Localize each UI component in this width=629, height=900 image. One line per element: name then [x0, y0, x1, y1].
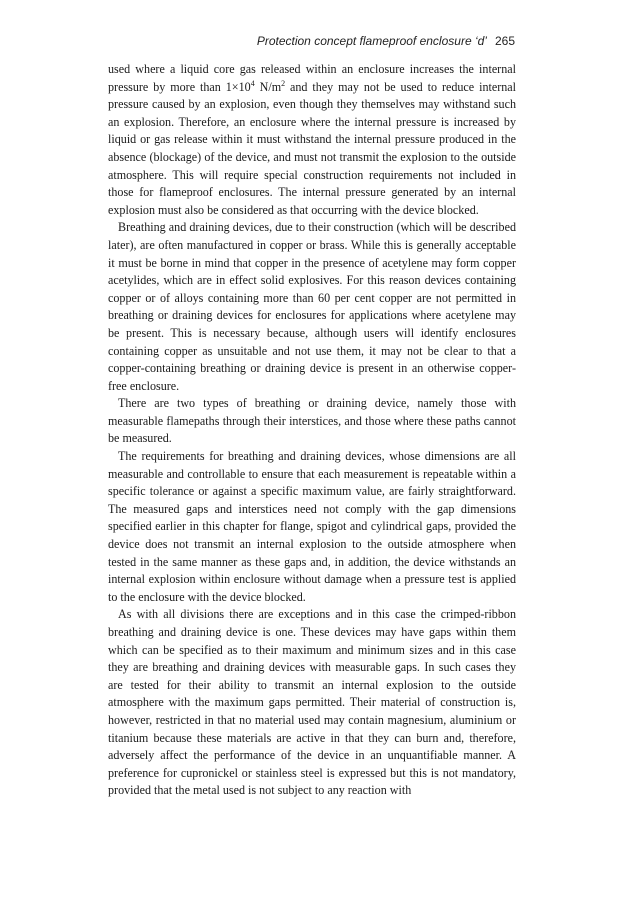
paragraph-4: The requirements for breathing and draining devices, whose dimensions are all measurable and controllable to ensure that each measurement is repeatable within a specific tolerance or against a specific maximum value, are fairly straightforward. The measured gaps and interstices need not comply with the gap dimensions specified earlier in this chapter for flange, spigot and cylindrical gaps, provided the device does not transmit an internal explosion to the outside atmosphere when tested in the same manner as these gaps and, in addition, the device withstands an internal explosion within enclosure without damage when a pressure test is applied to the enclosure with the device blocked. — [108, 449, 516, 604]
paragraph-1-text-after-pressure: and they may not be used to reduce internal pressure caused by an explosion, even though they themselves may withstand such an explosion. Therefore, an enclosure where the internal pressure is increased by liquid or gas release within it must withstand the internal pressure produced in the absence (blockage) of the device, and must not transmit the explosion to the outside atmosphere. This will require special construction requirements not included in those for flameproof enclosures. The internal pressure generated by an internal explosion must also be considered as that occurring with the device blocked. — [108, 79, 517, 217]
running-header — [257, 34, 515, 48]
paragraph-1-text-before-pressure: used where a liquid core gas released within an enclosure increases the internal pressure by more than — [108, 62, 516, 94]
paragraph-3: There are two types of breathing or draining device, namely those with measurable flamepaths through their interstices, and those where these paths cannot be measured. — [108, 396, 516, 446]
paragraph-5: As with all divisions there are exceptions and in this case the crimped-ribbon breathing and draining device is one. These devices may have gaps within them which can be specified as to their maximum and minimum sizes and in this case they are breathing and draining devices with measurable gaps. In such cases they are tested for their ability to transmit an internal explosion to the outside atmosphere with the maximum gaps permitted. Their material of construction is, however, restricted in that no material used may contain magnesium, aluminium or titanium because these materials are active in that they can burn and, therefore, adversely affect the performance of the device in an unquantifiable manner. A preference for cupronickel or stainless steel is expressed but this is not mandatory, provided that the metal used is not subject to any reaction with — [108, 607, 516, 798]
running-header-title: Protection concept flameproof enclosure ‘d’ — [256, 34, 487, 48]
page-number: 265 — [494, 34, 515, 48]
paragraph-2: Breathing and draining devices, due to their construction (which will be described later), are often manufactured in copper or brass. While this is generally acceptable it must be borne in mind that copper in the presence of acetylene may form copper acetylides, which are in effect solid explosives. For this reason devices containing copper or of alloys containing more than 60 per cent copper are not permitted in breathing or draining devices for enclosures for applications where acetylene may be present. This is necessary because, although users will identify enclosures containing copper as unsuitable and not use them, it may not be clear to that a copper-containing breathing or draining device is present in an otherwise copper-free enclosure. — [108, 220, 516, 393]
paragraph-1 — [108, 61, 516, 219]
body-text — [108, 61, 516, 800]
pressure-value: $1\times 10^4$ $N/m^2$ — [225, 78, 286, 94]
